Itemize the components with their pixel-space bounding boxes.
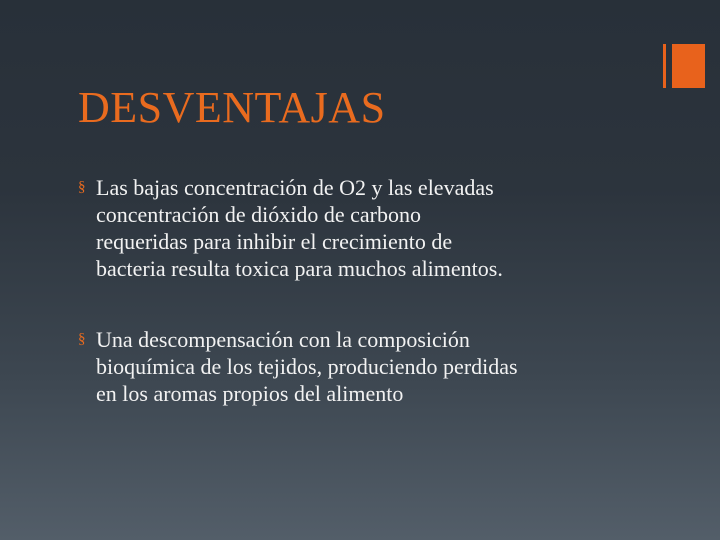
bullet-item — [78, 174, 678, 282]
bullet-text-line: bioquímica de los tejidos, produciendo perdidas — [96, 354, 518, 379]
bullet-text-line: requeridas para inhibir el crecimiento de — [96, 229, 453, 254]
bullet-text-line: en los aromas propios del alimento — [96, 381, 404, 406]
bullet-text-line: concentración de dióxido de carbono — [96, 202, 421, 227]
bullet-item — [78, 326, 678, 407]
slide-title: DESVENTAJAS — [78, 83, 386, 132]
accent-thick-bar — [672, 44, 705, 88]
section-sign-icon: § — [78, 331, 86, 347]
accent-bars-decoration — [663, 44, 711, 88]
accent-thin-bar — [663, 44, 666, 88]
section-sign-icon: § — [78, 179, 86, 195]
bullet-text-line: bacteria resulta toxica para muchos alimentos. — [96, 256, 503, 281]
bullet-text-line: Las bajas concentración de O2 y las elevadas — [96, 175, 494, 200]
bullet-text-line: Una descompensación con la composición — [96, 327, 470, 352]
bullet-list — [78, 174, 678, 407]
